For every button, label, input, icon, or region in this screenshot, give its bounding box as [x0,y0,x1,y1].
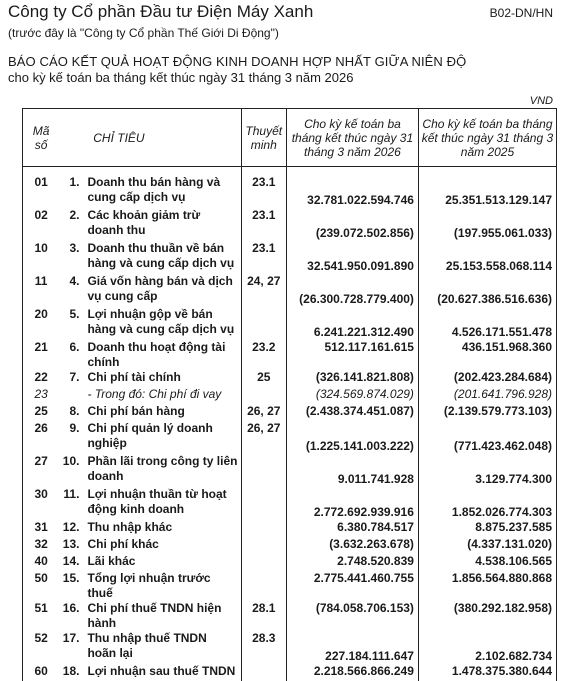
row-previous-value: (201.641.796.928) [418,387,556,404]
row-item-name: Chi phí bán hàng [87,404,185,418]
row-item-name: Chi phí quản lý doanh nghiệp [87,421,213,450]
row-current-value: 512.117.161.615 [286,340,418,370]
column-header-note: Thuyết minh [241,109,286,167]
row-number: 4. [69,274,80,288]
row-item-name: Doanh thu bán hàng và cung cấp dịch vụ [87,175,221,204]
table-row [23,387,557,404]
row-item-name: Thu nhập thuế TNDN hoãn lại [87,631,207,660]
row-number: 10. [62,454,80,468]
row-note: 28.3 [241,631,286,664]
row-number: 5. [69,307,80,321]
row-note [241,571,286,601]
row-item-name: Doanh thu thuần về bán hàng và cung cấp dịch vụ [87,241,235,270]
table-row [23,487,557,520]
row-current-value: 2.218.566.866.249 [286,664,418,681]
table-row [23,520,557,537]
row-note [241,664,286,681]
row-previous-value: 3.129.774.300 [418,454,556,487]
income-statement-table [22,108,557,681]
table-row [23,421,557,454]
table-row [23,404,557,421]
row-code: 10 [23,241,60,274]
row-previous-value: 8.875.237.585 [418,520,556,537]
row-number [59,387,85,404]
row-code: 30 [23,487,60,520]
table-row [23,307,557,340]
column-header-previous: Cho kỳ kế toán ba tháng kết thúc ngày 31 tháng 3 năm 2025 [418,109,556,167]
table-row [23,664,557,681]
table-row [23,241,557,274]
row-number: 16. [62,601,80,615]
row-previous-value: 25.153.558.068.114 [418,241,556,274]
row-current-value: 2.775.441.460.755 [286,571,418,601]
row-code: 31 [23,520,60,537]
row-previous-value: (202.423.284.684) [418,370,556,387]
row-code: 11 [23,274,60,307]
row-note [241,454,286,487]
row-previous-value: 4.526.171.551.478 [418,307,556,340]
row-number: 3. [69,241,80,255]
row-number: 15. [62,571,80,585]
row-item-name: Lợi nhuận sau thuế TNDN [87,664,236,678]
table-row [23,537,557,554]
table-row [23,370,557,387]
row-previous-value: (20.627.386.516.636) [418,274,556,307]
row-number: 17. [62,631,80,645]
table-row [23,340,557,370]
row-note [241,487,286,520]
row-note: 26, 27 [241,404,286,421]
row-note: 23.1 [241,241,286,274]
row-previous-value: (4.337.131.020) [418,537,556,554]
row-note: 24, 27 [241,274,286,307]
company-name: Công ty Cổ phần Đầu tư Điện Máy Xanh [8,2,314,21]
row-number: 6. [69,340,80,354]
table-row [23,571,557,601]
row-code: 23 [23,387,60,404]
row-note [241,307,286,340]
row-current-value: 6.380.784.517 [286,520,418,537]
row-number: 18. [62,664,80,678]
row-item-name: Chi phí khác [87,537,159,551]
report-title: BÁO CÁO KẾT QUẢ HOẠT ĐỘNG KINH DOANH HỢP NHẤT GIỮA NIÊN ĐỘ [8,54,467,69]
row-previous-value: 2.102.682.734 [418,631,556,664]
row-current-value: (2.438.374.451.087) [286,404,418,421]
column-header-code: Mã số [23,109,60,167]
row-note [241,520,286,537]
row-current-value: (324.569.874.029) [286,387,418,404]
row-note [241,554,286,571]
row-code: 50 [23,571,60,601]
table-row [23,454,557,487]
row-previous-value: 25.351.513.129.147 [418,167,556,209]
report-period: cho kỳ kế toán ba tháng kết thúc ngày 31 tháng 3 năm 2026 [8,70,354,85]
table-row [23,208,557,241]
row-previous-value: (380.292.182.958) [418,601,556,631]
row-code: 20 [23,307,60,340]
row-item-name: Tổng lợi nhuận trước thuế [87,571,211,600]
row-number: 9. [69,421,80,435]
row-current-value: 32.541.950.091.890 [286,241,418,274]
former-name: (trước đây là "Công ty Cổ phần Thế Giới Di Động") [8,26,279,40]
row-current-value: 6.241.221.312.490 [286,307,418,340]
row-current-value: (1.225.141.003.222) [286,421,418,454]
row-current-value: 2.772.692.939.916 [286,487,418,520]
row-previous-value: 1.856.564.880.868 [418,571,556,601]
row-number: 13. [62,537,80,551]
row-item-name: Lợi nhuận gộp về bán hàng và cung cấp dịch vụ [87,307,235,336]
currency-unit: VND [529,95,553,107]
row-current-value: (3.632.263.678) [286,537,418,554]
row-item-name: Giá vốn hàng bán và dịch vụ cung cấp [87,274,233,303]
row-previous-value: 1.852.026.774.303 [418,487,556,520]
row-code: 40 [23,554,60,571]
row-code: 02 [23,208,60,241]
column-header-item: CHỈ TIÊU [59,109,241,167]
row-current-value: 227.184.111.647 [286,631,418,664]
row-note: 23.2 [241,340,286,370]
row-current-value: (326.141.821.808) [286,370,418,387]
row-code: 25 [23,404,60,421]
row-note: 26, 27 [241,421,286,454]
row-item-name: - Trong đó: Chi phí đi vay [87,387,222,401]
row-current-value: 32.781.022.594.746 [286,167,418,209]
row-previous-value: 1.478.375.380.644 [418,664,556,681]
row-number: 7. [69,370,80,384]
table-row [23,167,557,209]
row-code: 26 [23,421,60,454]
row-item-name: Lãi khác [87,554,136,568]
row-item-name: Phần lãi trong công ty liên doanh [87,454,238,483]
row-number: 11. [63,487,80,501]
row-note: 28.1 [241,601,286,631]
row-number: 12. [62,520,80,534]
row-item-name: Chi phí thuế TNDN hiện hành [87,601,222,630]
row-item-name: Chi phí tài chính [87,370,181,384]
column-header-current: Cho kỳ kế toán ba tháng kết thúc ngày 31 tháng 3 năm 2026 [286,109,418,167]
row-code: 27 [23,454,60,487]
row-item-name: Doanh thu hoạt động tài chính [87,340,226,369]
row-number: 8. [69,404,80,418]
row-note: 23.1 [241,208,286,241]
row-note [241,537,286,554]
row-previous-value: 4.538.106.565 [418,554,556,571]
row-code: 22 [23,370,60,387]
table-row [23,554,557,571]
row-note [241,387,286,404]
row-item-name: Lợi nhuận thuần từ hoạt động kinh doanh [87,487,227,516]
row-item-name: Các khoản giảm trừ doanh thu [87,208,201,237]
row-current-value: (26.300.728.779.400) [286,274,418,307]
table-row [23,631,557,664]
row-previous-value: (197.955.061.033) [418,208,556,241]
row-number: 1. [69,175,80,189]
row-code: 21 [23,340,60,370]
row-note: 25 [241,370,286,387]
row-current-value: 2.748.520.839 [286,554,418,571]
row-number: 2. [69,208,80,222]
row-current-value: (784.058.706.153) [286,601,418,631]
row-previous-value: 436.151.968.360 [418,340,556,370]
table-row [23,274,557,307]
row-current-value: (239.072.502.856) [286,208,418,241]
row-current-value: 9.011.741.928 [286,454,418,487]
row-code: 32 [23,537,60,554]
row-item-name: Thu nhập khác [87,520,173,534]
row-number: 14. [62,554,80,568]
row-previous-value: (2.139.579.773.103) [418,404,556,421]
form-code: B02-DN/HN [489,6,553,20]
table-row [23,601,557,631]
row-previous-value: (771.423.462.048) [418,421,556,454]
row-code: 01 [23,167,60,209]
row-note: 23.1 [241,167,286,209]
row-code: 60 [23,664,60,681]
row-code: 51 [23,601,60,631]
row-code: 52 [23,631,60,664]
